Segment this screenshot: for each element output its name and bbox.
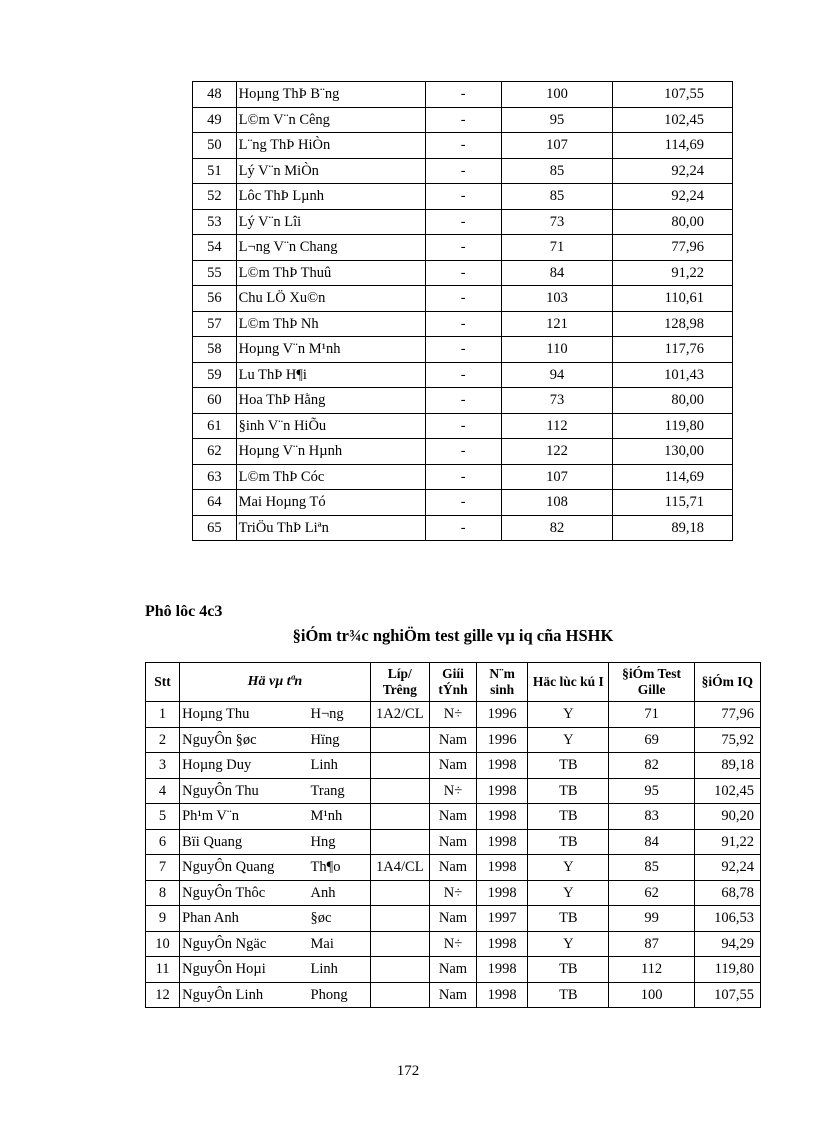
table-row (193, 413, 733, 439)
full-name: Hoµng V¨n M¹nh (236, 337, 425, 363)
gender-mark: - (425, 286, 501, 312)
gender-mark: - (425, 209, 501, 235)
given-name: Linh (311, 957, 371, 983)
birth-year: 1998 (477, 957, 528, 983)
row-number: 54 (193, 235, 237, 261)
full-name: Hoa ThÞ Hằng (236, 388, 425, 414)
row-number: 53 (193, 209, 237, 235)
birth-year: 1998 (477, 880, 528, 906)
surname-middle: NguyÔn Ngäc (180, 931, 311, 957)
full-name: Lôc ThÞ Lµnh (236, 184, 425, 210)
header-name: Hä vµ tªn (180, 663, 371, 702)
birth-year: 1996 (477, 727, 528, 753)
test-score: 82 (609, 753, 694, 779)
surname-middle: Phan Anh (180, 906, 311, 932)
iq-score: 91,22 (613, 260, 733, 286)
row-number: 57 (193, 311, 237, 337)
header-academic: Häc lùc kú I (528, 663, 609, 702)
given-name: Phong (311, 982, 371, 1008)
class-school (370, 906, 429, 932)
birth-year: 1998 (477, 855, 528, 881)
test-score: 87 (609, 931, 694, 957)
test-score: 71 (609, 702, 694, 728)
test-score: 85 (501, 158, 613, 184)
gender-mark: - (425, 133, 501, 159)
table-row (193, 107, 733, 133)
test-score: 103 (501, 286, 613, 312)
header-gender-line1: Giíi (442, 666, 464, 682)
test-score: 99 (609, 906, 694, 932)
test-score: 95 (501, 107, 613, 133)
gender-mark: - (425, 439, 501, 465)
header-birth-year-line2: sinh (490, 682, 515, 697)
row-number: 10 (146, 931, 180, 957)
class-school (370, 778, 429, 804)
test-score: 82 (501, 515, 613, 541)
table-row (146, 753, 761, 779)
full-name: L¬ng V¨n Chang (236, 235, 425, 261)
row-number: 1 (146, 702, 180, 728)
birth-year: 1998 (477, 753, 528, 779)
results-table-body (193, 82, 733, 541)
gender: Nam (429, 804, 476, 830)
iq-score: 77,96 (613, 235, 733, 261)
class-school (370, 829, 429, 855)
iq-score: 90,20 (694, 804, 760, 830)
given-name: Hng (311, 829, 371, 855)
class-school (370, 804, 429, 830)
iq-score: 114,69 (613, 464, 733, 490)
test-score: 83 (609, 804, 694, 830)
row-number: 9 (146, 906, 180, 932)
iq-score: 77,96 (694, 702, 760, 728)
table-row (193, 311, 733, 337)
iq-score: 102,45 (694, 778, 760, 804)
surname-middle: Hoµng Duy (180, 753, 311, 779)
test-score: 85 (501, 184, 613, 210)
full-name: L©m ThÞ Cóc (236, 464, 425, 490)
test-score: 112 (609, 957, 694, 983)
row-number: 58 (193, 337, 237, 363)
row-number: 11 (146, 957, 180, 983)
gender-mark: - (425, 362, 501, 388)
header-stt: Stt (146, 663, 180, 702)
table-row (193, 260, 733, 286)
gender-mark: - (425, 337, 501, 363)
gender: Nam (429, 906, 476, 932)
test-score: 107 (501, 133, 613, 159)
full-name: Chu LÖ Xu©n (236, 286, 425, 312)
row-number: 51 (193, 158, 237, 184)
section-title: §iÓm tr¾c nghiÖm test gille vµ iq cña HSHK (292, 626, 614, 645)
surname-middle: NguyÔn Hoµi (180, 957, 311, 983)
given-name: Linh (311, 753, 371, 779)
row-number: 63 (193, 464, 237, 490)
given-name: Trang (311, 778, 371, 804)
header-row (146, 663, 761, 702)
row-number: 49 (193, 107, 237, 133)
row-number: 48 (193, 82, 237, 108)
test-score: 122 (501, 439, 613, 465)
row-number: 55 (193, 260, 237, 286)
full-name: Lý V¨n MiÒn (236, 158, 425, 184)
row-number: 2 (146, 727, 180, 753)
birth-year: 1997 (477, 906, 528, 932)
iq-score: 130,00 (613, 439, 733, 465)
test-score: 107 (501, 464, 613, 490)
row-number: 6 (146, 829, 180, 855)
row-number: 12 (146, 982, 180, 1008)
academic-grade: TB (528, 906, 609, 932)
full-name: L©m ThÞ Nh (236, 311, 425, 337)
table-row (146, 906, 761, 932)
iq-score: 68,78 (694, 880, 760, 906)
academic-grade: TB (528, 778, 609, 804)
test-score: 71 (501, 235, 613, 261)
full-name: L©m ThÞ Thuû (236, 260, 425, 286)
test-score: 73 (501, 209, 613, 235)
header-class (370, 663, 429, 702)
given-name: Anh (311, 880, 371, 906)
row-number: 3 (146, 753, 180, 779)
surname-middle: NguyÔn Linh (180, 982, 311, 1008)
row-number: 4 (146, 778, 180, 804)
class-school (370, 982, 429, 1008)
given-name: Mai (311, 931, 371, 957)
gender-mark: - (425, 235, 501, 261)
test-score: 108 (501, 490, 613, 516)
gender: Nam (429, 753, 476, 779)
gender-mark: - (425, 388, 501, 414)
header-iq-score: §iÓm IQ (694, 663, 760, 702)
gender-mark: - (425, 311, 501, 337)
row-number: 52 (193, 184, 237, 210)
gender-mark: - (425, 82, 501, 108)
class-school: 1A2/CL (370, 702, 429, 728)
iq-score: 110,61 (613, 286, 733, 312)
table-row (193, 515, 733, 541)
results-table-continued (192, 81, 733, 541)
test-score: 94 (501, 362, 613, 388)
gender: Nam (429, 829, 476, 855)
row-number: 62 (193, 439, 237, 465)
surname-middle: NguyÔn Thôc (180, 880, 311, 906)
test-score: 112 (501, 413, 613, 439)
academic-grade: TB (528, 753, 609, 779)
surname-middle: NguyÔn Thu (180, 778, 311, 804)
gender: Nam (429, 957, 476, 983)
test-score: 100 (609, 982, 694, 1008)
row-number: 5 (146, 804, 180, 830)
class-school: 1A4/CL (370, 855, 429, 881)
iq-score: 114,69 (613, 133, 733, 159)
row-number: 50 (193, 133, 237, 159)
gender: Nam (429, 982, 476, 1008)
given-name: M¹nh (311, 804, 371, 830)
iq-score: 92,24 (694, 855, 760, 881)
gender-mark: - (425, 158, 501, 184)
surname-middle: NguyÔn §øc (180, 727, 311, 753)
full-name: §inh V¨n HiÕu (236, 413, 425, 439)
iq-score: 102,45 (613, 107, 733, 133)
full-name: L¨ng ThÞ HiÒn (236, 133, 425, 159)
table-row (193, 158, 733, 184)
gender: Nam (429, 855, 476, 881)
test-score: 100 (501, 82, 613, 108)
test-score: 69 (609, 727, 694, 753)
academic-grade: Y (528, 727, 609, 753)
birth-year: 1998 (477, 778, 528, 804)
iq-score: 106,53 (694, 906, 760, 932)
table-row (146, 855, 761, 881)
table-row (193, 235, 733, 261)
iq-score: 115,71 (613, 490, 733, 516)
header-birth-year-line1: N¨m (489, 666, 515, 682)
table-row (146, 778, 761, 804)
table-row (193, 82, 733, 108)
table-row (146, 804, 761, 830)
gille-iq-table-header (146, 663, 761, 702)
table-row (193, 439, 733, 465)
table-row (193, 286, 733, 312)
iq-score: 91,22 (694, 829, 760, 855)
iq-score: 128,98 (613, 311, 733, 337)
row-number: 64 (193, 490, 237, 516)
birth-year: 1998 (477, 931, 528, 957)
table-row (193, 184, 733, 210)
table-row (193, 209, 733, 235)
full-name: Lu ThÞ H¶i (236, 362, 425, 388)
row-number: 56 (193, 286, 237, 312)
academic-grade: TB (528, 829, 609, 855)
birth-year: 1998 (477, 804, 528, 830)
full-name: L©m V¨n Cêng (236, 107, 425, 133)
gender-mark: - (425, 184, 501, 210)
surname-middle: NguyÔn Quang (180, 855, 311, 881)
iq-score: 89,18 (694, 753, 760, 779)
table-row (146, 829, 761, 855)
iq-score: 80,00 (613, 209, 733, 235)
academic-grade: Y (528, 931, 609, 957)
iq-score: 107,55 (694, 982, 760, 1008)
gender-mark: - (425, 490, 501, 516)
table-row (146, 702, 761, 728)
row-number: 60 (193, 388, 237, 414)
iq-score: 89,18 (613, 515, 733, 541)
row-number: 61 (193, 413, 237, 439)
row-number: 7 (146, 855, 180, 881)
gender: N÷ (429, 778, 476, 804)
table-row (146, 931, 761, 957)
academic-grade: TB (528, 982, 609, 1008)
class-school (370, 957, 429, 983)
birth-year: 1998 (477, 982, 528, 1008)
full-name: Hoµng ThÞ B¨ng (236, 82, 425, 108)
given-name: Hïng (311, 727, 371, 753)
table-row (193, 464, 733, 490)
test-score: 73 (501, 388, 613, 414)
iq-score: 94,29 (694, 931, 760, 957)
gille-iq-table (145, 662, 761, 1008)
page-number: 172 (396, 1063, 420, 1079)
gille-iq-table-body (146, 702, 761, 1008)
table-row (146, 880, 761, 906)
surname-middle: Hoµng Thu (180, 702, 311, 728)
full-name: Hoµng V¨n Hµnh (236, 439, 425, 465)
iq-score: 107,55 (613, 82, 733, 108)
academic-grade: Y (528, 702, 609, 728)
table-row (193, 388, 733, 414)
table-row (193, 362, 733, 388)
full-name: Mai Hoµng Tó (236, 490, 425, 516)
table-row (193, 337, 733, 363)
class-school (370, 880, 429, 906)
appendix-label: Phô lôc 4c3 (145, 603, 223, 620)
test-score: 95 (609, 778, 694, 804)
class-school (370, 931, 429, 957)
iq-score: 80,00 (613, 388, 733, 414)
academic-grade: Y (528, 880, 609, 906)
given-name: H¬ng (311, 702, 371, 728)
test-score: 110 (501, 337, 613, 363)
birth-year: 1996 (477, 702, 528, 728)
table-row (146, 727, 761, 753)
given-name: Th¶o (311, 855, 371, 881)
row-number: 8 (146, 880, 180, 906)
gender: Nam (429, 727, 476, 753)
class-school (370, 753, 429, 779)
iq-score: 92,24 (613, 184, 733, 210)
gender: N÷ (429, 702, 476, 728)
class-school (370, 727, 429, 753)
birth-year: 1998 (477, 829, 528, 855)
gender: N÷ (429, 931, 476, 957)
header-gender-line2: tÝnh (438, 682, 468, 697)
iq-score: 119,80 (613, 413, 733, 439)
iq-score: 119,80 (694, 957, 760, 983)
iq-score: 101,43 (613, 362, 733, 388)
gender: N÷ (429, 880, 476, 906)
table-row (146, 982, 761, 1008)
academic-grade: TB (528, 804, 609, 830)
full-name: Lý V¨n Lîi (236, 209, 425, 235)
header-class-line1: Líp/ (387, 666, 412, 682)
iq-score: 117,76 (613, 337, 733, 363)
gender-mark: - (425, 515, 501, 541)
header-class-line2: Trêng (382, 682, 417, 697)
gender-mark: - (425, 107, 501, 133)
given-name: §øc (311, 906, 371, 932)
header-test-line2: Gille (637, 682, 666, 697)
iq-score: 92,24 (613, 158, 733, 184)
test-score: 62 (609, 880, 694, 906)
header-test-line1: §iÓm Test (622, 666, 682, 682)
test-score: 84 (609, 829, 694, 855)
surname-middle: Bïi Quang (180, 829, 311, 855)
header-test-score (609, 663, 694, 702)
gender-mark: - (425, 464, 501, 490)
iq-score: 75,92 (694, 727, 760, 753)
gender-mark: - (425, 260, 501, 286)
table-row (193, 133, 733, 159)
surname-middle: Ph¹m V¨n (180, 804, 311, 830)
table-row (193, 490, 733, 516)
academic-grade: Y (528, 855, 609, 881)
row-number: 59 (193, 362, 237, 388)
test-score: 85 (609, 855, 694, 881)
test-score: 121 (501, 311, 613, 337)
gender-mark: - (425, 413, 501, 439)
header-birth-year (477, 663, 528, 702)
full-name: TriÖu ThÞ Liªn (236, 515, 425, 541)
test-score: 84 (501, 260, 613, 286)
header-gender (429, 663, 476, 702)
academic-grade: TB (528, 957, 609, 983)
table-row (146, 957, 761, 983)
row-number: 65 (193, 515, 237, 541)
